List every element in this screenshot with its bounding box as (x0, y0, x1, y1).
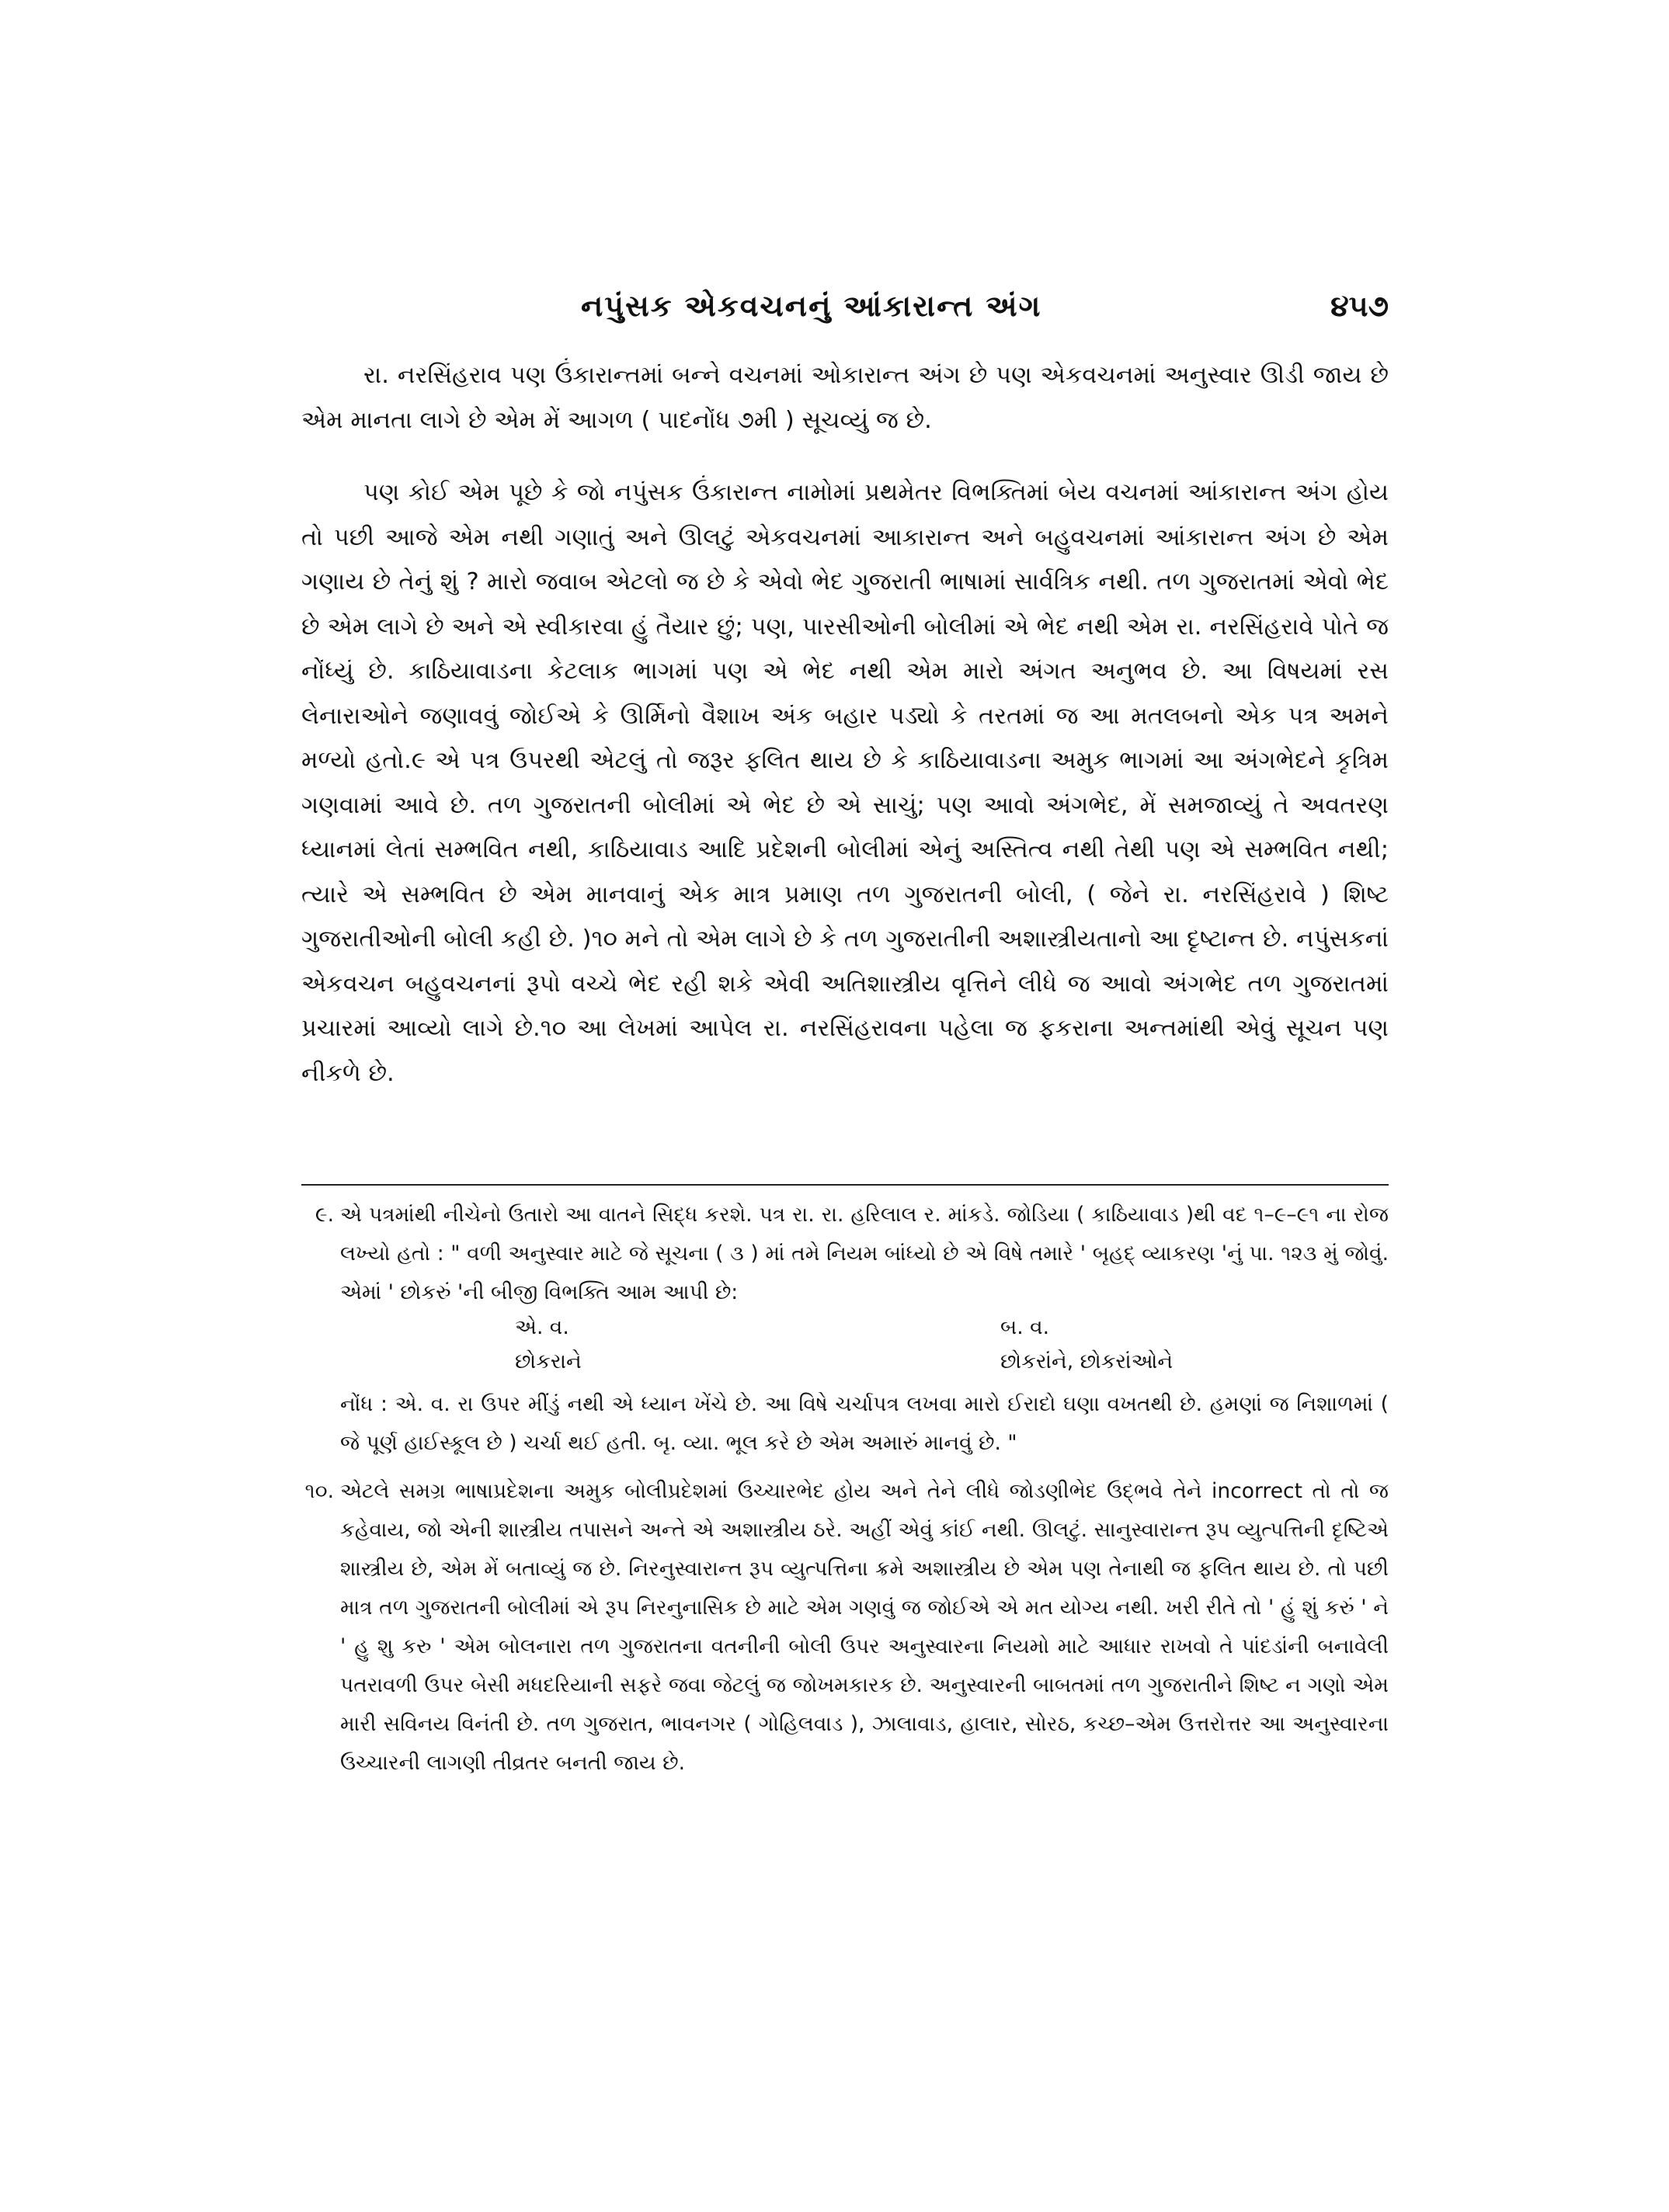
running-title: નપુંસક એકવચનનું આંકારાન્ત અંગ (581, 289, 1042, 323)
footnotes (272, 1196, 1389, 1783)
footnote-9 (272, 1196, 1389, 1463)
paragraph-1: રા. નરસિંહરાવ પણ ઉંકારાન્તમાં બન્ને વચનમાં ઓકારાન્ત અંગ છે પણ એકવચનમાં અનુસ્વાર ઊડી જાય છે એમ માનતા લાગે છે એમ મેં આગળ ( પાદનોંધ ૭મી ) સૂચવ્યું જ છે. (301, 362, 1389, 434)
footnote-10-text: એટલે સમગ્ર ભાષાપ્રદેશના અમુક બોલીપ્રદેશમાં ઉચ્ચારભેદ હોય અને તેને લીધે જોડણીભેદ ઉદ્ભવે તેને incorrect તો તો જ કહેવાય, જો એની શાસ્ત્રીય તપાસને અન્તે એ અશાસ્ત્રીય ઠરે. અહીં એવું કાંઈ નથી. ઊલટું. સાનુસ્વારાન્ત રૂપ વ્યુત્પત્તિની દૃષ્ટિએ શાસ્ત્રીય છે, એમ મેં બતાવ્યું જ છે. નિરનુસ્વારાન્ત રૂપ વ્યુત્પત્તિના ક્રમે અશાસ્ત્રીય છે એમ પણ તેનાથી જ ફલિત થાય છે. તો પછી માત્ર તળ ગુજરાતની બોલીમાં એ રૂપ નિરનુનાસિક છે માટે એમ ગણવું જ જોઈએ એ મત યોગ્ય નથી. ખરી રીતે તો ' હું શું કરું ' ને ' હુ શુ કરુ ' એમ બોલનારા તળ ગુજરાતના વતનીની બોલી ઉપર અનુસ્વારના નિયમો માટે આધાર રાખવો તે પાંદડાંની બનાવેલી પતરાવળી ઉપર બેસી મધદરિયાની સફરે જવા જેટલું જ જોખમકારક છે. અનુસ્વારની બાબતમાં તળ ગુજરાતીને શિષ્ટ ન ગણો એમ મારી સવિનય વિનંતી છે. તળ ગુજરાત, ભાવનગર ( ગોહિલવાડ ), ઝાલાવાડ, હાલાર, સોરઠ, કચ્છ–એમ ઉત્તરોત્તર આ અનુસ્વારના ઉચ્ચારની લાગણી તીવ્રતર બનતી જાય છે. (340, 1479, 1389, 1775)
singular-form: છોકરાને (515, 1349, 582, 1373)
footnote-divider (301, 1184, 1389, 1186)
footnote-9-note: નોંધ : એ. વ. રા ઉપર મીંડું નથી એ ધ્યાન ખેંચે છે. આ વિષે ચર્ચાપત્ર લખવા મારો ઈરાદો ઘણા વખતથી છે. હમણાં જ નિશાળમાં ( જે પૂર્ણ હાઈસ્કૂલ છે ) ચર્ચા થઈ હતી. બૃ. વ્યા. ભૂલ કરે છે એમ અમારું માનવું છે. " (340, 1392, 1389, 1455)
paragraph-2: પણ કોઈ એમ પૂછે કે જો નપુંસક ઉંકારાન્ત નામોમાં પ્રથમેતર વિભક્તિમાં બેય વચનમાં આંકારાન્ત અંગ હોય તો પછી આજે એમ નથી ગણાતું અને ઊલટું એકવચનમાં આકારાન્ત અને બહુવચનમાં આંકારાન્ત અંગ છે એમ ગણાય છે તેનું શું ? મારો જવાબ એટલો જ છે કે એવો ભેદ ગુજરાતી ભાષામાં સાર્વત્રિક નથી. તળ ગુજરાતમાં એવો ભેદ છે એમ લાગે છે અને એ સ્વીકારવા હું તૈયાર છું; પણ, પારસીઓની બોલીમાં એ ભેદ નથી એમ રા. નરસિંહરાવે પોતે જ નોંધ્યું છે. કાઠિયાવાડના કેટલાક ભાગમાં પણ એ ભેદ નથી એમ મારો અંગત અનુભવ છે. આ વિષયમાં રસ લેનારાઓને જણાવવું જોઈએ કે ઊર્મિનો વૈશાખ અંક બહાર પડ્યો કે તરતમાં જ આ મતલબનો એક પત્ર અમને મળ્યો હતો.૯ એ પત્ર ઉપરથી એટલું તો જરૂર ફલિત થાય છે કે કાઠિયાવાડના અમુક ભાગમાં આ અંગભેદને કૃત્રિમ ગણવામાં આવે છે. તળ ગુજરાતની બોલીમાં એ ભેદ છે એ સાચું; પણ આવો અંગભેદ, મેં સમજાવ્યું તે અવતરણ ધ્યાનમાં લેતાં સમ્ભવિત નથી, કાઠિયાવાડ આદિ પ્રદેશની બોલીમાં એનું અસ્તિત્વ નથી તેથી પણ એ સમ્ભવિત નથી; ત્યારે એ સમ્ભવિત છે એમ માનવાનું એક માત્ર પ્રમાણ તળ ગુજરાતની બોલી, ( જેને રા. નરસિંહરાવે ) શિષ્ટ ગુજરાતીઓની બોલી કહી છે. )૧૦ મને તો એમ લાગે છે કે તળ ગુજરાતીની અશાસ્ત્રીયતાનો આ દૃષ્ટાન્ત છે. નપુંસકનાં એકવચન બહુવચનનાં રૂપો વચ્ચે ભેદ રહી શકે એવી અતિશાસ્ત્રીય વૃત્તિને લીધે જ આવો અંગભેદ તળ ગુજરાતમાં પ્રચારમાં આવ્યો લાગે છે.૧૦ આ લેખમાં આપેલ રા. નરસિંહરાવના પહેલા જ ફકરાના અન્તમાંથી એવું સૂચન પણ નીકળે છે. (301, 479, 1389, 1087)
body-text (301, 353, 1389, 1096)
singular-label: એ. વ. (515, 1315, 569, 1339)
footnote-9-text: એ પત્રમાંથી નીચેનો ઉતારો આ વાતને સિદ્ધ કરશે. પત્ર રા. રા. હરિલાલ ર. માંકડે. જોડિયા ( કાઠિયાવાડ )થી વદ ૧–૯–૯૧ ના રોજ લખ્યો હતો : " વળી અનુસ્વાર માટે જે સૂચના ( ૩ ) માં તમે નિયમ બાંધ્યો છે એ વિષે તમારે ' બૃહદ્ વ્યાકરણ 'નું પા. ૧૨૩ મું જોવું. એમાં ' છોકરું 'ની બીજી વિભક્તિ આમ આપી છે: (340, 1203, 1389, 1304)
footnote-10-number: ૧૦. (304, 1479, 334, 1503)
page-header (301, 289, 1389, 335)
noun-forms-table (340, 1311, 1389, 1379)
plural-form: છોકરાંને, છોકરાંઓને (1000, 1349, 1174, 1373)
footnote-9-number: ૯. (315, 1203, 334, 1227)
plural-label: બ. વ. (1000, 1315, 1050, 1339)
footnote-10 (272, 1472, 1389, 1783)
page-number: ૪૫૭ (1330, 289, 1389, 323)
